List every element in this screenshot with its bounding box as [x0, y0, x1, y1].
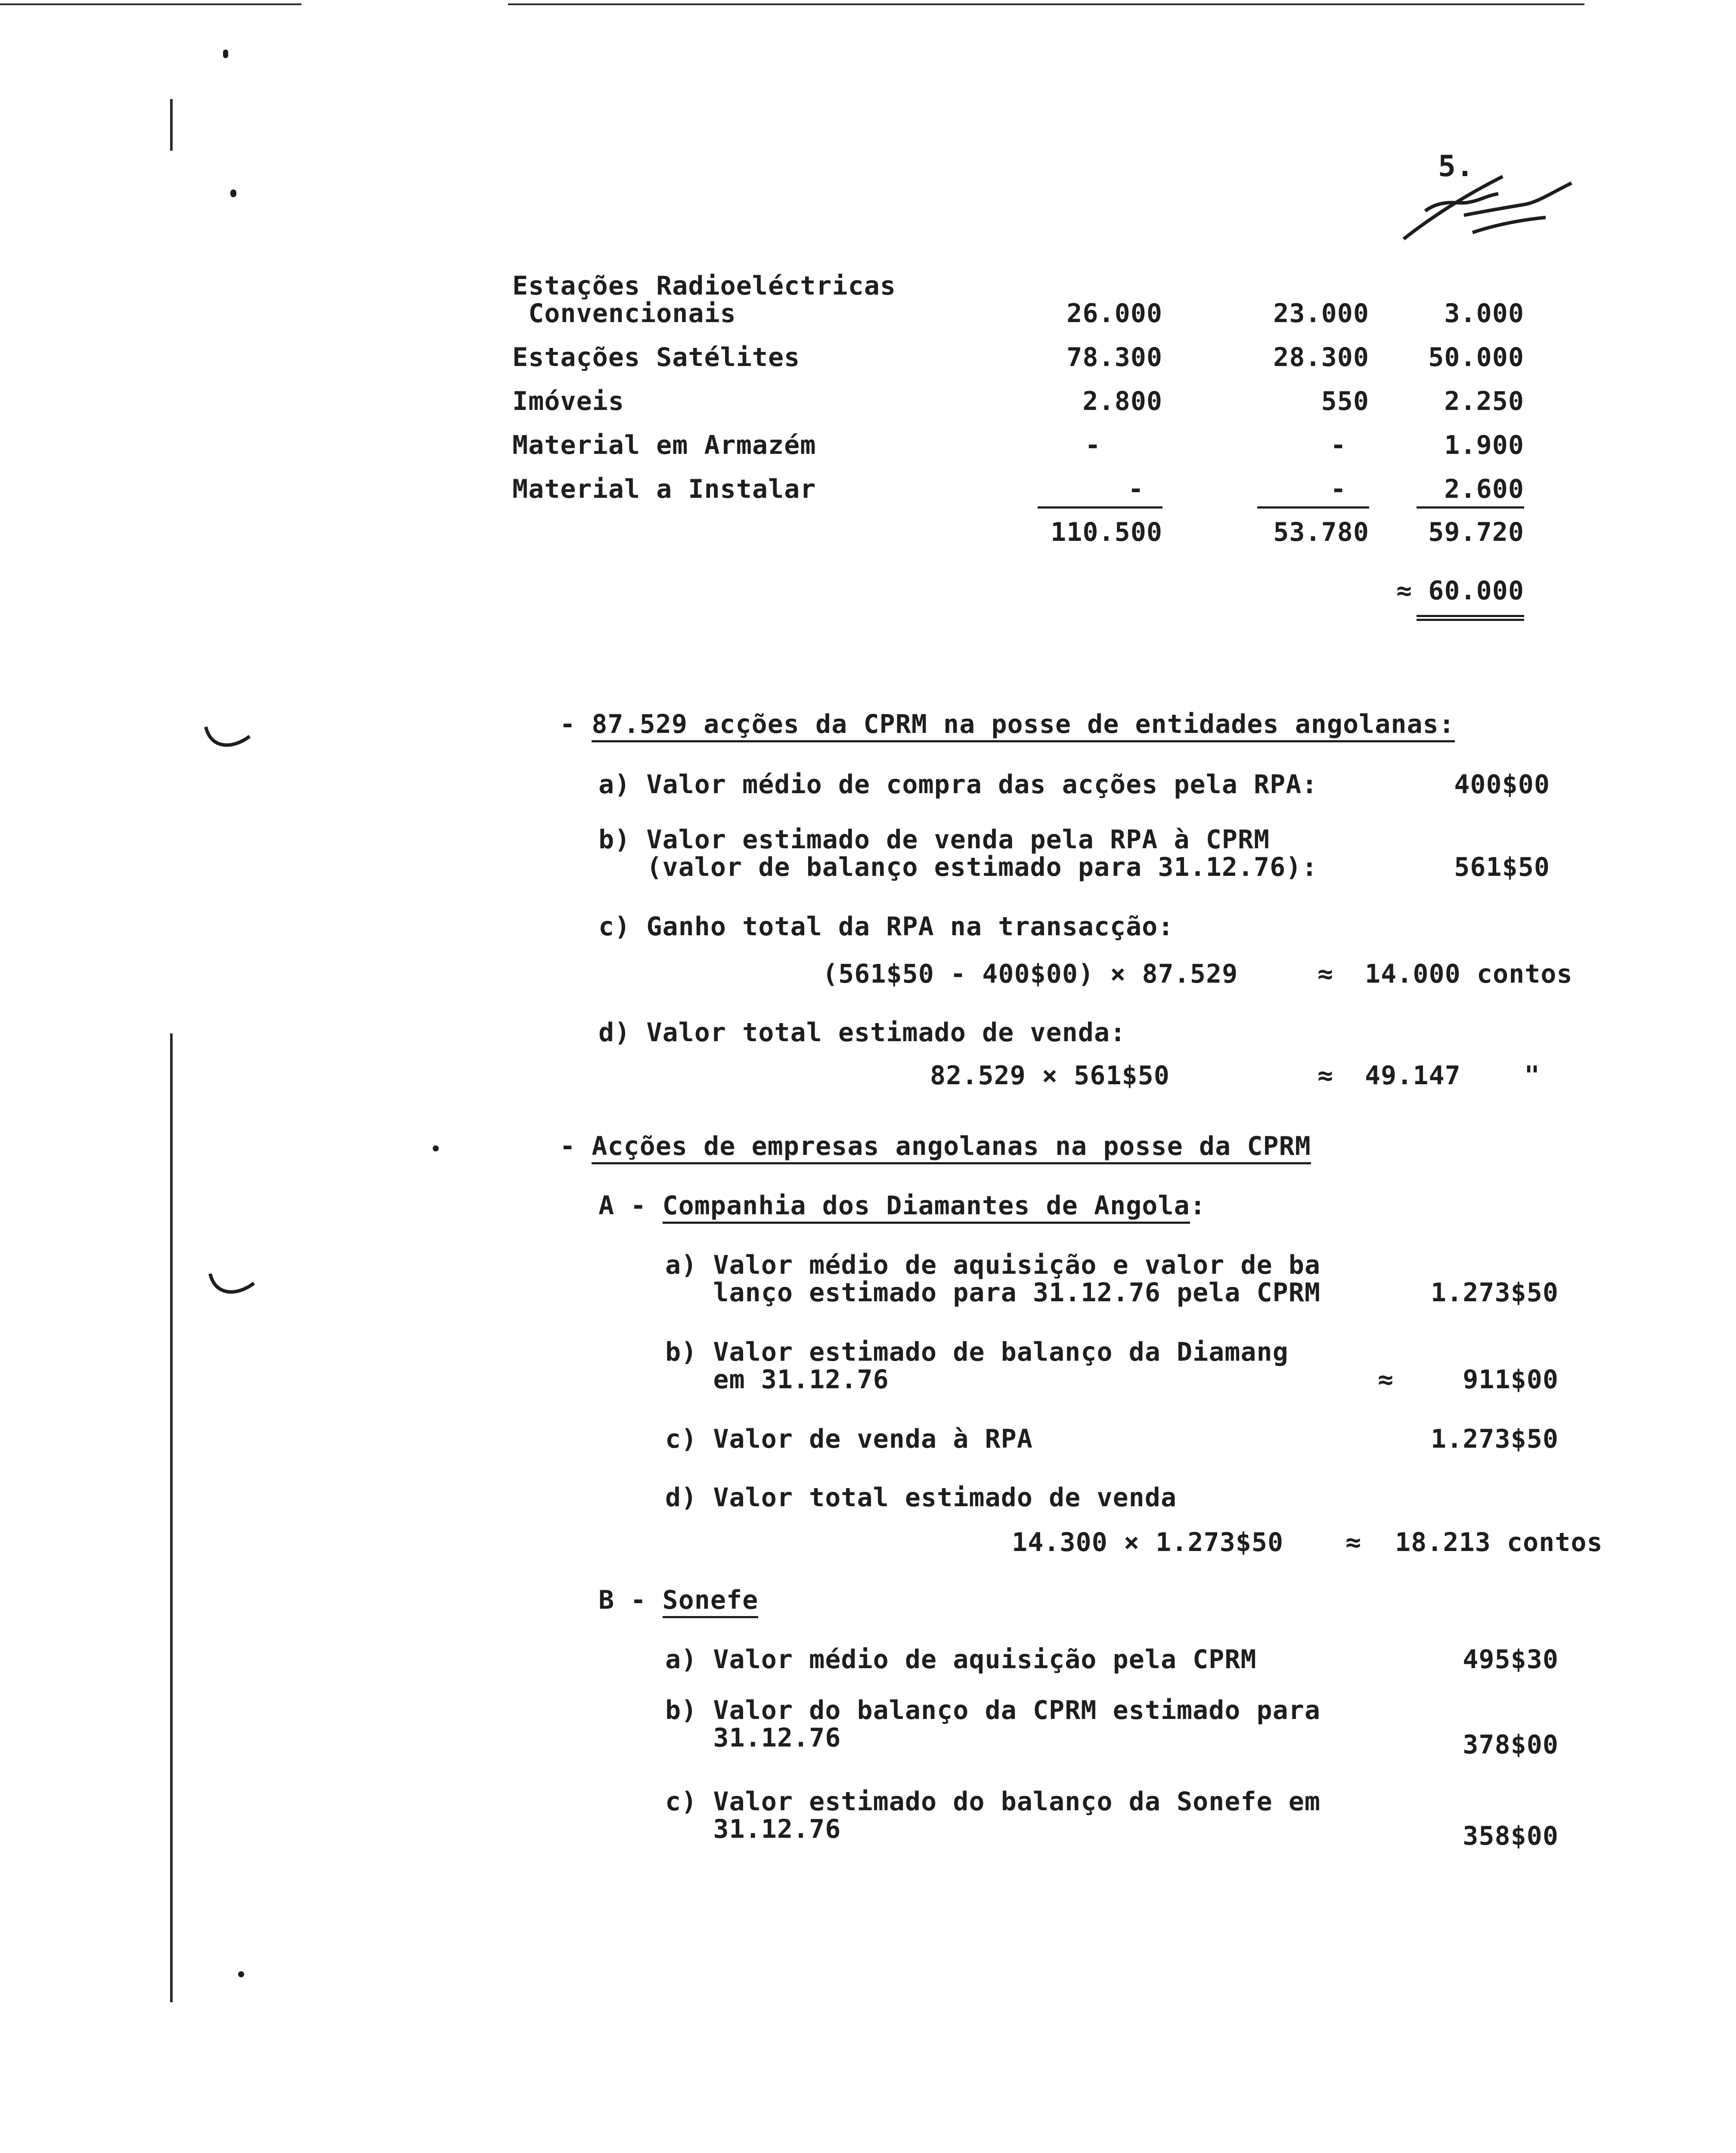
- total-col1: 110.500: [1051, 517, 1162, 547]
- scan-left-edge: [170, 1033, 173, 2002]
- item-a-value: 400$00: [1454, 769, 1550, 800]
- value-col3: 2.250: [1444, 386, 1524, 416]
- scan-dot: [238, 1971, 244, 1977]
- item-d-value: 49.147: [1365, 1061, 1461, 1091]
- item-c-formula: (561$50 - 400$00) × 87.529: [822, 959, 1238, 989]
- sum-rule-col1: [1038, 506, 1162, 509]
- page-number: 5.: [1438, 149, 1474, 183]
- double-underline: [1417, 615, 1524, 621]
- A-item-b-line2: em 31.12.76: [665, 1365, 889, 1395]
- handwritten-signature: [1395, 164, 1584, 250]
- item-c-eq: ≈: [1318, 959, 1334, 989]
- value-col3: 1.900: [1444, 430, 1524, 460]
- sum-rule-col2: [1257, 506, 1369, 509]
- section-heading: - 87.529 acções da CPRM na posse de entidades angolanas:: [560, 710, 1455, 738]
- value-col2: 550: [1321, 386, 1369, 416]
- scan-top-line-right: [508, 3, 1584, 5]
- section-heading: - Acções de empresas angolanas na posse da CPRM: [560, 1132, 1311, 1160]
- value-col3: 50.000: [1428, 342, 1524, 372]
- B-item-a-value: 495$30: [1463, 1644, 1559, 1675]
- value-col2: -: [1330, 430, 1347, 460]
- A-item-d-value: 18.213 contos: [1395, 1527, 1603, 1557]
- item-d-label: d) Valor total estimado de venda:: [598, 1018, 1126, 1048]
- item-b-line2: (valor de balanço estimado para 31.12.76):: [598, 852, 1318, 882]
- scan-dot: [433, 1145, 439, 1151]
- item-a-label: a) Valor médio de compra das acções pela RPA:: [598, 769, 1318, 800]
- value-col2: 28.300: [1273, 342, 1369, 372]
- total-col3: 59.720: [1428, 517, 1524, 547]
- item-d-eq: ≈: [1318, 1061, 1334, 1091]
- B-item-b-line1: b) Valor do balanço da CPRM estimado para: [665, 1695, 1321, 1725]
- value-col2: -: [1330, 474, 1347, 504]
- value-col1: -: [1085, 430, 1101, 460]
- item-d-formula: 82.529 × 561$50: [930, 1061, 1170, 1091]
- scan-dot: [230, 189, 236, 197]
- scan-dot: [223, 50, 228, 58]
- B-item-b-value: 378$00: [1463, 1730, 1559, 1760]
- item-d-ditto: ": [1524, 1061, 1541, 1091]
- sum-rule-col3: [1417, 506, 1524, 509]
- A-item-a-value: 1.273$50: [1431, 1278, 1559, 1308]
- scan-left-edge: [170, 99, 173, 151]
- rounded-total: ≈ 60.000: [1396, 576, 1524, 606]
- B-item-a-label: a) Valor médio de aquisição pela CPRM: [665, 1644, 1257, 1675]
- row-label: Convencionais: [512, 298, 736, 329]
- value-col1: -: [1128, 474, 1144, 504]
- item-c-label: c) Ganho total da RPA na transacção:: [598, 912, 1174, 942]
- subsection-A-heading: A - Companhia dos Diamantes de Angola:: [598, 1192, 1206, 1219]
- row-label: Estações Satélites: [512, 342, 800, 372]
- punch-mark: [202, 723, 254, 754]
- A-item-d-label: d) Valor total estimado de venda: [665, 1483, 1177, 1513]
- value-col2: 23.000: [1273, 298, 1369, 329]
- item-c-value: 14.000 contos: [1365, 959, 1573, 989]
- value-col1: 26.000: [1066, 298, 1162, 329]
- subsection-B-heading: B - Sonefe: [598, 1586, 758, 1614]
- row-label: Imóveis: [512, 386, 624, 416]
- A-item-a-line1: a) Valor médio de aquisição e valor de ba: [665, 1250, 1321, 1280]
- B-item-c-line2: 31.12.76: [665, 1814, 841, 1844]
- row-label: Material a Instalar: [512, 474, 816, 504]
- item-b-value: 561$50: [1454, 852, 1550, 882]
- A-item-d-eq: ≈: [1345, 1527, 1362, 1557]
- row-label: Estações Radioeléctricas: [512, 271, 896, 301]
- punch-mark: [207, 1270, 258, 1300]
- A-item-c-value: 1.273$50: [1431, 1424, 1559, 1454]
- A-item-b-eq: ≈: [1378, 1365, 1394, 1395]
- value-col3: 2.600: [1444, 474, 1524, 504]
- B-item-b-line2: 31.12.76: [665, 1723, 841, 1753]
- item-b-line1: b) Valor estimado de venda pela RPA à CPRM: [598, 825, 1270, 855]
- B-item-c-value: 358$00: [1463, 1821, 1559, 1851]
- B-item-c-line1: c) Valor estimado do balanço da Sonefe em: [665, 1787, 1321, 1817]
- value-col1: 2.800: [1082, 386, 1162, 416]
- total-col2: 53.780: [1273, 517, 1369, 547]
- A-item-a-line2: lanço estimado para 31.12.76 pela CPRM: [665, 1278, 1321, 1308]
- A-item-d-formula: 14.300 × 1.273$50: [1012, 1527, 1284, 1557]
- A-item-b-line1: b) Valor estimado de balanço da Diamang: [665, 1337, 1289, 1367]
- scan-top-line-left: [0, 3, 301, 5]
- A-item-b-value: 911$00: [1463, 1365, 1559, 1395]
- value-col1: 78.300: [1066, 342, 1162, 372]
- row-label: Material em Armazém: [512, 430, 816, 460]
- A-item-c-label: c) Valor de venda à RPA: [665, 1424, 1033, 1454]
- value-col3: 3.000: [1444, 298, 1524, 329]
